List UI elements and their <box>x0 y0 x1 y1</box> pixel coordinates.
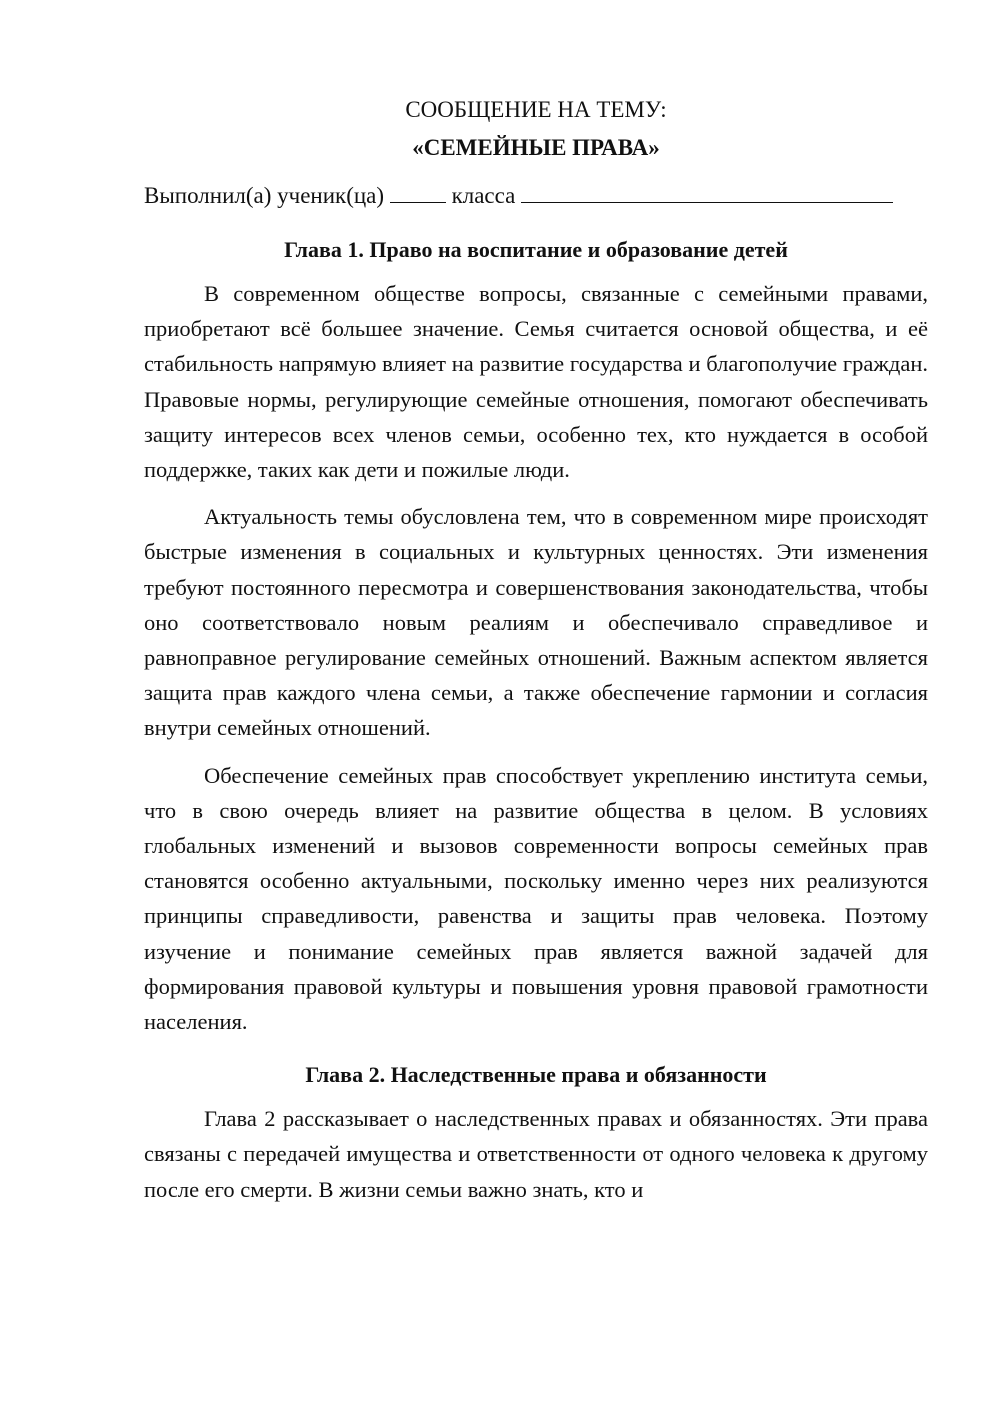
class-label: класса <box>451 183 516 208</box>
document-subtitle: «СЕМЕЙНЫЕ ПРАВА» <box>412 135 660 160</box>
document-title: СООБЩЕНИЕ НА ТЕМУ: <box>405 97 667 122</box>
chapter-1-paragraph: Актуальность темы обусловлена тем, что в современном мире происходят быстрые изменения в социальных и культурных ценностях. Эти изменения требуют постоянного пересмотра и совершенствования законодательства, чтобы оно соответствовало новым реалиям и обеспечивало справедливое и равноправное регулирование семейных отношений. Важным аспектом является защита прав каждого члена семьи, а также обеспечение гармонии и согласия внутри семейных отношений. <box>144 504 928 741</box>
author-line <box>144 178 928 214</box>
chapter-1-paragraph: Обеспечение семейных прав способствует укреплению института семьи, что в свою очередь влияет на развитие общества в целом. В условиях глобальных изменений и вызовов современности вопросы семейных прав становятся особенно актуальными, поскольку именно через них реализуются принципы справедливости, равенства и защиты прав человека. Поэтому изучение и понимание семейных прав является важной задачей для формирования правовой культуры и повышения уровня правовой грамотности населения. <box>144 762 928 1035</box>
chapter-2-heading: Глава 2. Наследственные права и обязанности <box>305 1062 767 1088</box>
chapter-1-paragraph: В современном обществе вопросы, связанные с семейными правами, приобретают всё большее значение. Семья считается основой общества, и её стабильность напрямую влияет на развитие государства и благополучие граждан. Правовые нормы, регулирующие семейные отношения, помогают обеспечивать защиту интересов всех членов семьи, особенно тех, кто нуждается в особой поддержке, таких как дети и пожилые люди. <box>144 281 928 483</box>
author-label: Выполнил(а) ученик(ца) <box>144 183 385 208</box>
chapter-2-paragraph: Глава 2 рассказывает о наследственных правах и обязанностях. Эти права связаны с передачей имущества и ответственности от одного человека к другому после его смерти. В жизни семьи важно знать, кто и <box>144 1106 928 1202</box>
chapter-1-heading: Глава 1. Право на воспитание и образование детей <box>284 237 788 262</box>
class-blank <box>521 180 893 203</box>
grade-blank <box>390 180 446 203</box>
document-page <box>144 92 928 1207</box>
